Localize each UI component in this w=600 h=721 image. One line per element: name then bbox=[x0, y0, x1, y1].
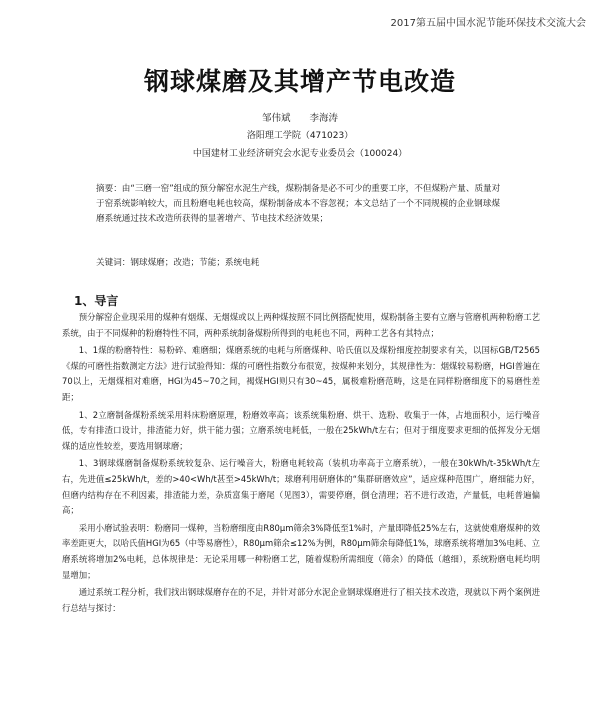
author-name: 邹伟斌 bbox=[261, 113, 291, 124]
affiliation: 洛阳理工学院（471023） bbox=[246, 131, 354, 141]
body-paragraph: 采用小磨试验表明：粉磨同一煤种，当粉磨细度由R80μm筛余3%降低至1%时，产量即降低25%左右，这就使难磨煤种的效率差距更大，以哈氏值HGI为65（中等易磨性），R80μm筛余≤12%为例，R80μm筛余每降低1%，球磨系统将增加3%电耗、立磨系统将增加2%电耗，总体规律是：无论采用哪一种粉磨工艺，随着煤粉所需细度（筛余）的降低（越细），系统粉磨电耗均明显增加； bbox=[62, 522, 540, 580]
body-paragraph: 1、3钢球煤磨制备煤粉系统较复杂、运行噪音大，粉磨电耗较高（装机功率高于立磨系统），一般在30kWh/t-35kWh/t左右，先进值≤25kWh/t，差的>40<Wh/t甚至>45kWh/t；球磨利用研磨体的“集群研磨效应”，适应煤种范围广，磨细能力好，但磨内结构存在不利因素，排渣能力差，杂质富集于磨尾（见图3），需要停磨，倒仓清理；若不进行改造，产量低，电耗普遍偏高； bbox=[62, 458, 540, 516]
affiliation: 中国建材工业经济研究会水泥专业委员会（100024） bbox=[192, 149, 408, 159]
abstract: 摘要：由“三磨一窑”组成的预分解窑水泥生产线，煤粉制备是必不可少的重要工序，不但煤粉产量、质量对于窑系统影响较大，而且粉磨电耗也较高，煤粉制备成本不容忽视；本文总结了一个不同规模的企业钢球煤磨系统通过技术改造所获得的显著增产、节电技术经济效果； bbox=[96, 184, 501, 224]
body-paragraph: 1、1煤的粉磨特性：易粉碎、难磨细；煤磨系统的电耗与所磨煤种、哈氏值以及煤粉细度控制要求有关，以国标GB/T2565《煤的可磨性指数测定方法》进行试验得知：煤的可磨性指数分布很宽，按煤种来划分，其规律性为：烟煤较易粉磨，HGI普遍在70以上，无烟煤相对难磨，HGI为45~70之间，褐煤HGI则只有30~45，属极难粉磨范畴，这是在同样粉磨细度下的易磨性差距； bbox=[62, 345, 540, 402]
body-text bbox=[62, 310, 540, 618]
section-heading: 1、导言 bbox=[74, 294, 119, 308]
body-paragraph: 预分解窑企业现采用的煤种有烟煤、无烟煤或以上两种煤按照不同比例搭配使用，煤粉制备主要有立磨与管磨机两种粉磨工艺系统，由于不同煤种的粉磨特性不同，两种系统制备煤粉所得到的电耗也不同，两种工艺各有其特点； bbox=[62, 312, 540, 338]
author-list bbox=[0, 110, 600, 124]
body-paragraph: 通过系统工程分析，我们找出钢球煤磨存在的不足，并针对部分水泥企业钢球煤磨进行了相关技术改造，现就以下两个案例进行总结与探讨： bbox=[62, 587, 540, 613]
keywords: 关键词：钢球煤磨；改造；节能；系统电耗 bbox=[96, 258, 260, 268]
paper-title: 钢球煤磨及其增产节电改造 bbox=[143, 67, 456, 96]
author-name: 李海涛 bbox=[309, 113, 339, 124]
body-paragraph: 1、2立磨制备煤粉系统采用料床粉磨原理，粉磨效率高；该系统集粉磨、烘干、选粉、收集于一体，占地面积小，运行噪音低，专有排渣口设计，排渣能力好，烘干能力强；立磨系统电耗低，一般在25kWh/t左右；但对于细度要求更细的低挥发分无烟煤的适应性较差，要选用钢球磨； bbox=[62, 409, 540, 451]
conference-header: 2017第五届中国水泥节能环保技术交流大会 bbox=[390, 18, 586, 29]
